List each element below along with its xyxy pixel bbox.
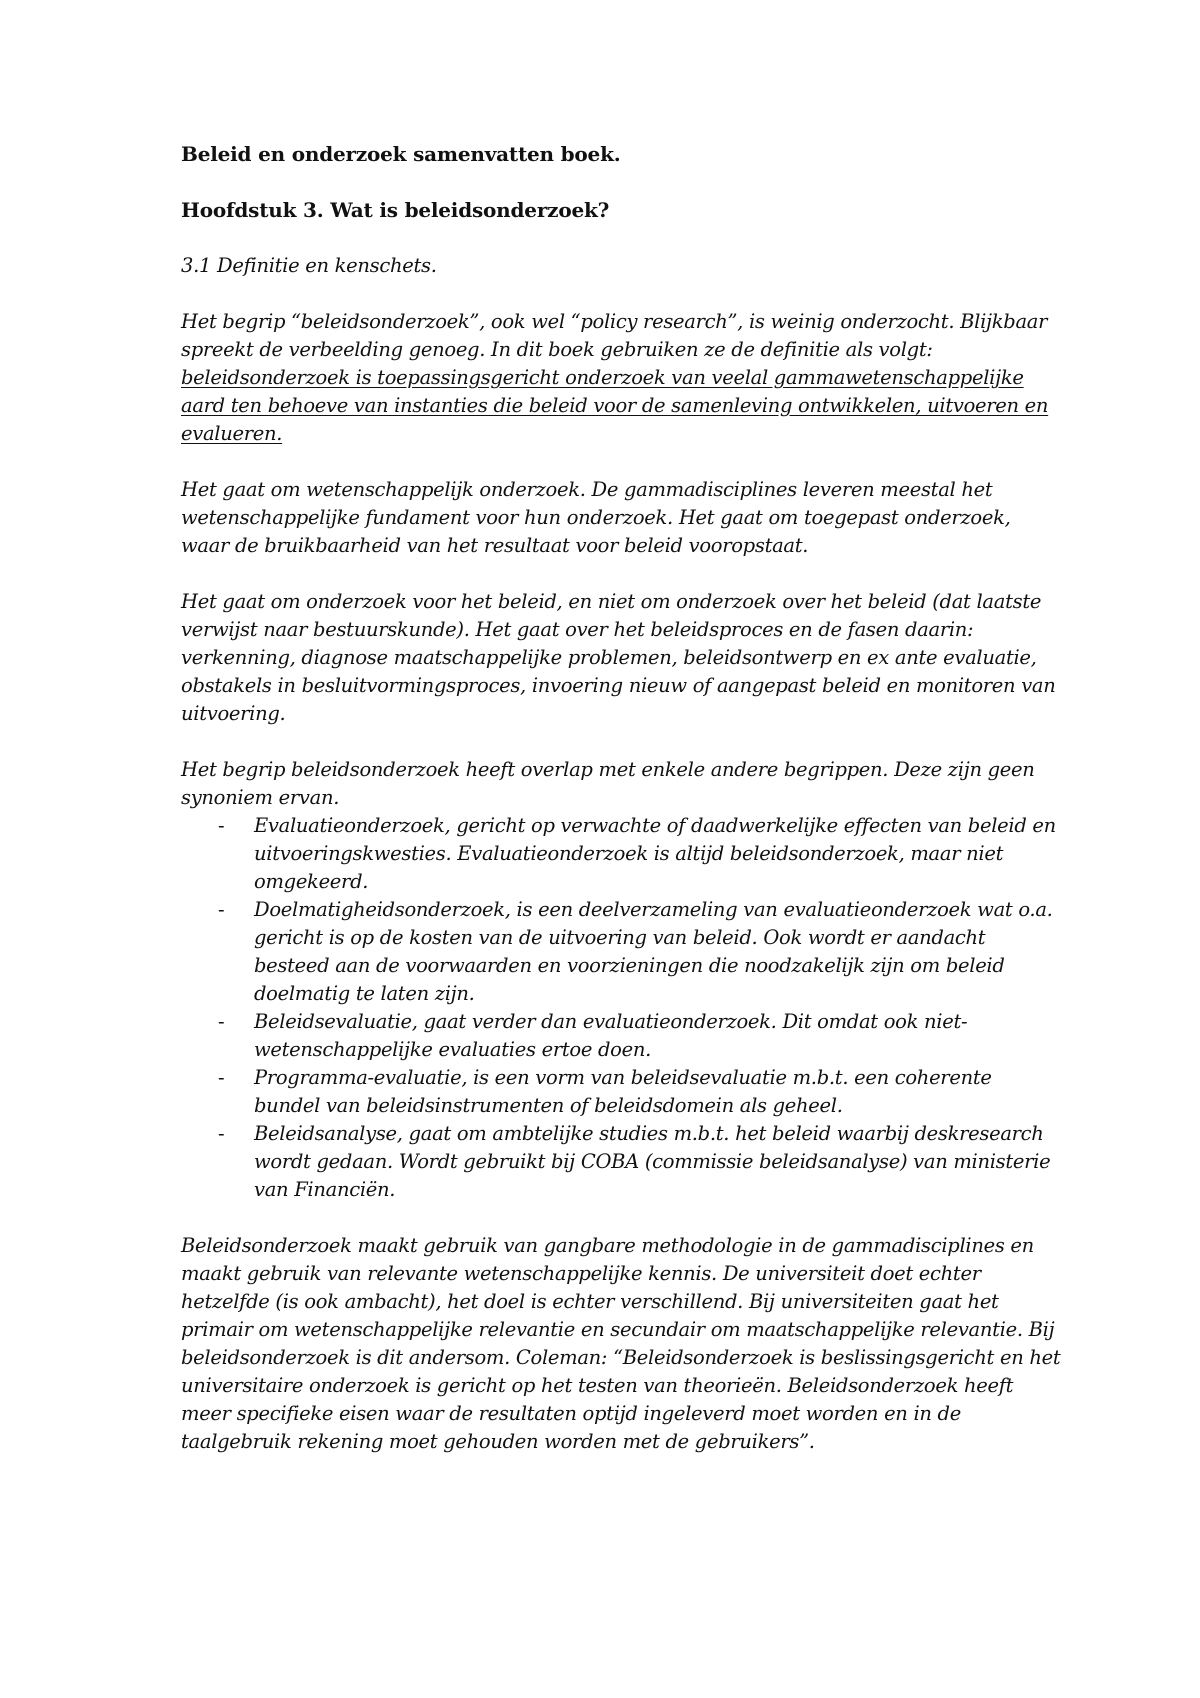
list-item — [181, 896, 1061, 1008]
list-item-text: Beleidsanalyse, gaat om ambtelijke studies m.b.t. het beleid waarbij deskresearch wordt gedaan. Wordt gebruikt bij COBA (commissie beleidsanalyse) van ministerie van Financiën. — [254, 1122, 1051, 1201]
science-paragraph: Het gaat om wetenschappelijk onderzoek. De gammadisciplines leveren meestal het wetenschappelijke fundament voor hun onderzoek. Het gaat om toegepast onderzoek, waar de bruikbaarheid van het resultaat voor beleid vooropstaat. — [181, 478, 1011, 557]
intro-paragraph — [181, 308, 1061, 448]
list-item — [181, 1008, 1061, 1064]
intro-text: Het begrip “beleidsonderzoek”, ook wel “policy research”, is weinig onderzocht. Blijkbaar spreekt de verbeelding genoeg. In dit boek gebruiken ze de definitie als volgt: — [181, 310, 1048, 361]
list-item-text: Evaluatieonderzoek, gericht op verwachte of daadwerkelijke effecten van beleid en uitvoeringskwesties. Evaluatieonderzoek is altijd beleidsonderzoek, maar niet omgekeerd. — [254, 814, 1056, 893]
list-marker: - — [218, 1122, 225, 1145]
list-item — [181, 1064, 1061, 1120]
list-item — [181, 1120, 1061, 1204]
list-item — [181, 812, 1061, 896]
definition-text: beleidsonderzoek is toepassingsgericht onderzoek van veelal gammawetenschappelijke aard ten behoeve van instanties die beleid voor de samenleving ontwikkelen, uitvoeren en evalueren. — [181, 366, 1049, 445]
list-marker: - — [218, 1066, 225, 1089]
document-body — [181, 140, 1061, 1484]
list-marker: - — [218, 898, 225, 921]
list-item-text: Programma-evaluatie, is een vorm van beleidsevaluatie m.b.t. een coherente bundel van beleidsinstrumenten of beleidsdomein als geheel. — [254, 1066, 992, 1117]
process-paragraph: Het gaat om onderzoek voor het beleid, en niet om onderzoek over het beleid (dat laatste verwijst naar bestuurskunde). Het gaat over het beleidsproces en de fasen daarin: verkenning, diagnose maatschappelijke problemen, beleidsontwerp en ex ante evaluatie, obstakels in besluitvormingsproces, invoering nieuw of aangepast beleid en monitoren van uitvoering. — [181, 590, 1056, 725]
overlap-paragraph: Het begrip beleidsonderzoek heeft overlap met enkele andere begrippen. Deze zijn geen synoniem ervan. — [181, 758, 1035, 809]
related-concepts-list — [181, 812, 1061, 1204]
section-heading: 3.1 Definitie en kenschets. — [181, 254, 437, 277]
list-marker: - — [218, 1010, 225, 1033]
method-paragraph: Beleidsonderzoek maakt gebruik van gangbare methodologie in de gammadisciplines en maakt gebruik van relevante wetenschappelijke kennis. De universiteit doet echter hetzelfde (is ook ambacht), het doel is echter verschillend. Bij universiteiten gaat het primair om wetenschappelijke relevantie en secundair om maatschappelijke relevantie. Bij beleidsonderzoek is dit andersom. Coleman: “Beleidsonderzoek is beslissingsgericht en het universitaire onderzoek is gericht op het testen van theorieën. Beleidsonderzoek heeft meer specifieke eisen waar de resultaten optijd ingeleverd moet worden en in de taalgebruik rekening moet gehouden worden met de gebruikers”. — [181, 1234, 1061, 1453]
document-title: Beleid en onderzoek samenvatten boek. — [181, 142, 621, 166]
list-marker: - — [218, 814, 225, 837]
chapter-heading: Hoofdstuk 3. Wat is beleidsonderzoek? — [181, 198, 610, 222]
list-item-text: Doelmatigheidsonderzoek, is een deelverzameling van evaluatieonderzoek wat o.a. gericht is op de kosten van de uitvoering van beleid. Ook wordt er aandacht besteed aan de voorwaarden en voorzieningen die noodzakelijk zijn om beleid doelmatig te laten zijn. — [254, 898, 1053, 1005]
list-item-text: Beleidsevaluatie, gaat verder dan evaluatieonderzoek. Dit omdat ook niet-wetenschappelijke evaluaties ertoe doen. — [254, 1010, 968, 1061]
